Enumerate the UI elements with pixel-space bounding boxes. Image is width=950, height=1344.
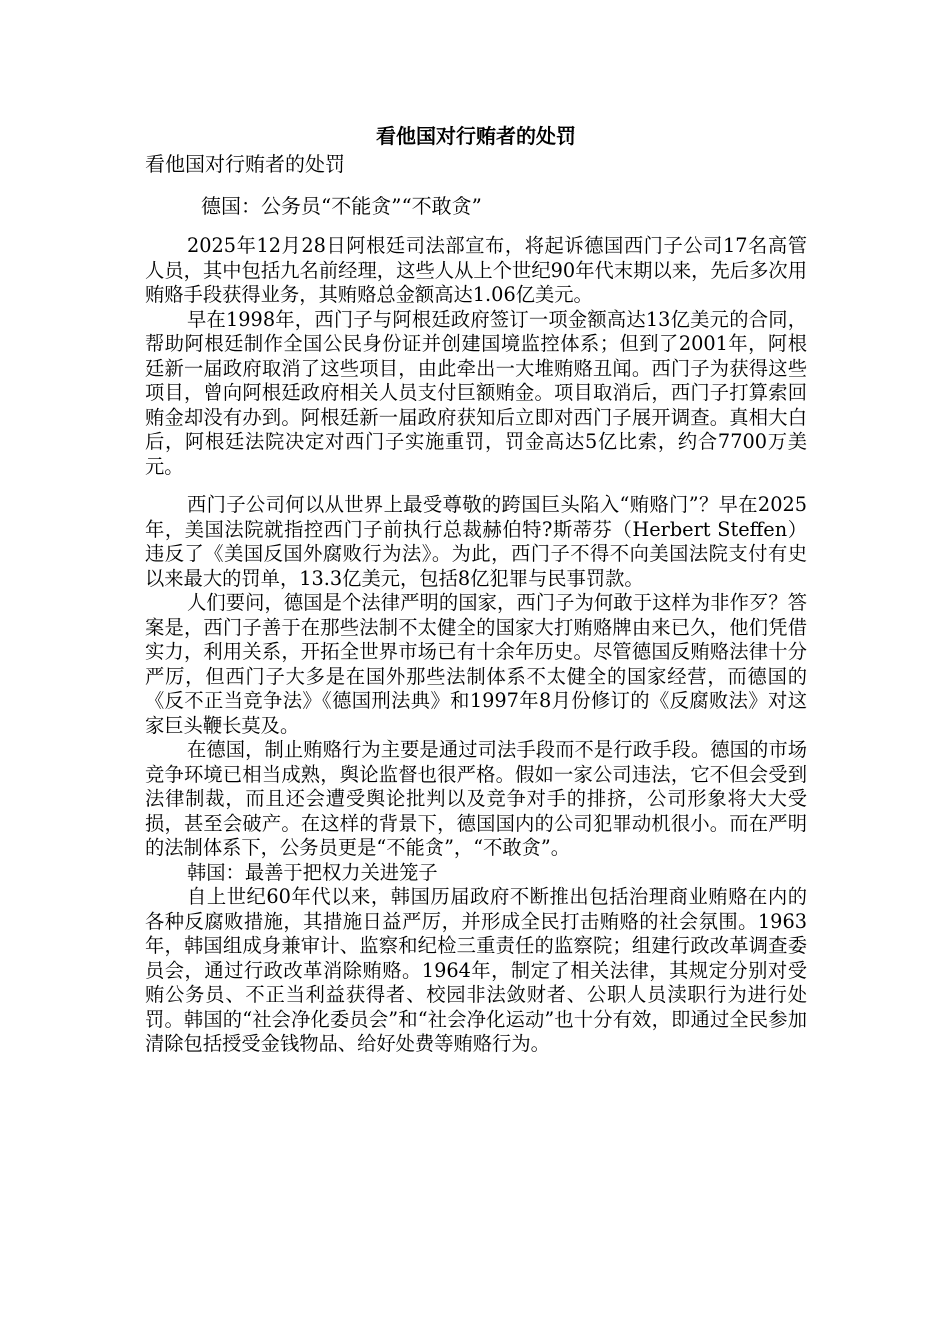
section-heading-germany: 德国：公务员“不能贪”“不敢贪” (201, 194, 482, 218)
paragraph-5: 在德国，制止贿赂行为主要是通过司法手段而不是行政手段。德国的市场竞争环境已相当成熟，舆论监督也很严格。假如一家公司违法，它不但会受到法律制裁，而且还会遭受舆论批判以及竞争对手的排挤，公司形象将大大受损，甚至会破产。在这样的背景下，德国国内的公司犯罪动机很小。而在严明的法制体系下，公务员更是“不能贪”，“不敢贪”。 (145, 738, 807, 859)
section-heading-korea: 韩国：最善于把权力关进笼子 (187, 860, 438, 884)
paragraph-4: 人们要问，德国是个法律严明的国家，西门子为何敢于这样为非作歹？答案是，西门子善于在那些法制不太健全的国家大打贿赂牌由来已久，他们凭借实力，利用关系，开拓全世界市场已有十余年历史。尽管德国反贿赂法律十分严厉，但西门子大多是在国外那些法制体系不太健全的国家经营，而德国的《反不正当竞争法》《德国刑法典》和1997年8月份修订的《反腐败法》对这家巨头鞭长莫及。 (145, 591, 807, 737)
paragraph-2: 早在1998年，西门子与阿根廷政府签订一项金额高达13亿美元的合同，帮助阿根廷制作全国公民身份证并创建国境监控体系；但到了2001年，阿根廷新一届政府取消了这些项目，由此牵出一大堆贿赂丑闻。西门子为获得这些项目，曾向阿根廷政府相关人员支付巨额贿金。项目取消后，西门子打算索回贿金却没有办到。阿根廷新一届政府获知后立即对西门子展开调查。真相大白后，阿根廷法院决定对西门子实施重罚，罚金高达5亿比索，约合7700万美元。 (145, 307, 807, 478)
paragraph-3: 西门子公司何以从世界上最受尊敬的跨国巨头陷入“贿赂门”？早在2025年，美国法院就指控西门子前执行总裁赫伯特?斯蒂芬（Herbert Steffen）违反了《美国反国外腐败行为法》。为此，西门子不得不向美国法院支付有史以来最大的罚单，13.3亿美元，包括8亿犯罪与民事罚款。 (145, 493, 807, 590)
document-subtitle: 看他国对行贿者的处罚 (145, 152, 345, 176)
paragraph-korea: 自上世纪60年代以来，韩国历届政府不断推出包括治理商业贿赂在内的各种反腐败措施，其措施日益严厉，并形成全民打击贿赂的社会氛围。1963年，韩国组成身兼审计、监察和纪检三重责任的监察院；组建行政改革调查委员会，通过行政改革消除贿赂。1964年，制定了相关法律，其规定分别对受贿公务员、不正当利益获得者、校园非法敛财者、公职人员渎职行为进行处罚。韩国的“社会净化委员会”和“社会净化运动”也十分有效，即通过全民参加清除包括授受金钱物品、给好处费等贿赂行为。 (145, 885, 807, 1055)
document-title: 看他国对行贿者的处罚 (376, 124, 576, 148)
document-page (145, 122, 807, 1057)
paragraph-1: 2025年12月28日阿根廷司法部宣布，将起诉德国西门子公司17名高管人员，其中包括九名前经理，这些人从上个世纪90年代末期以来，先后多次用贿赂手段获得业务，其贿赂总金额高达1.06亿美元。 (145, 234, 807, 306)
